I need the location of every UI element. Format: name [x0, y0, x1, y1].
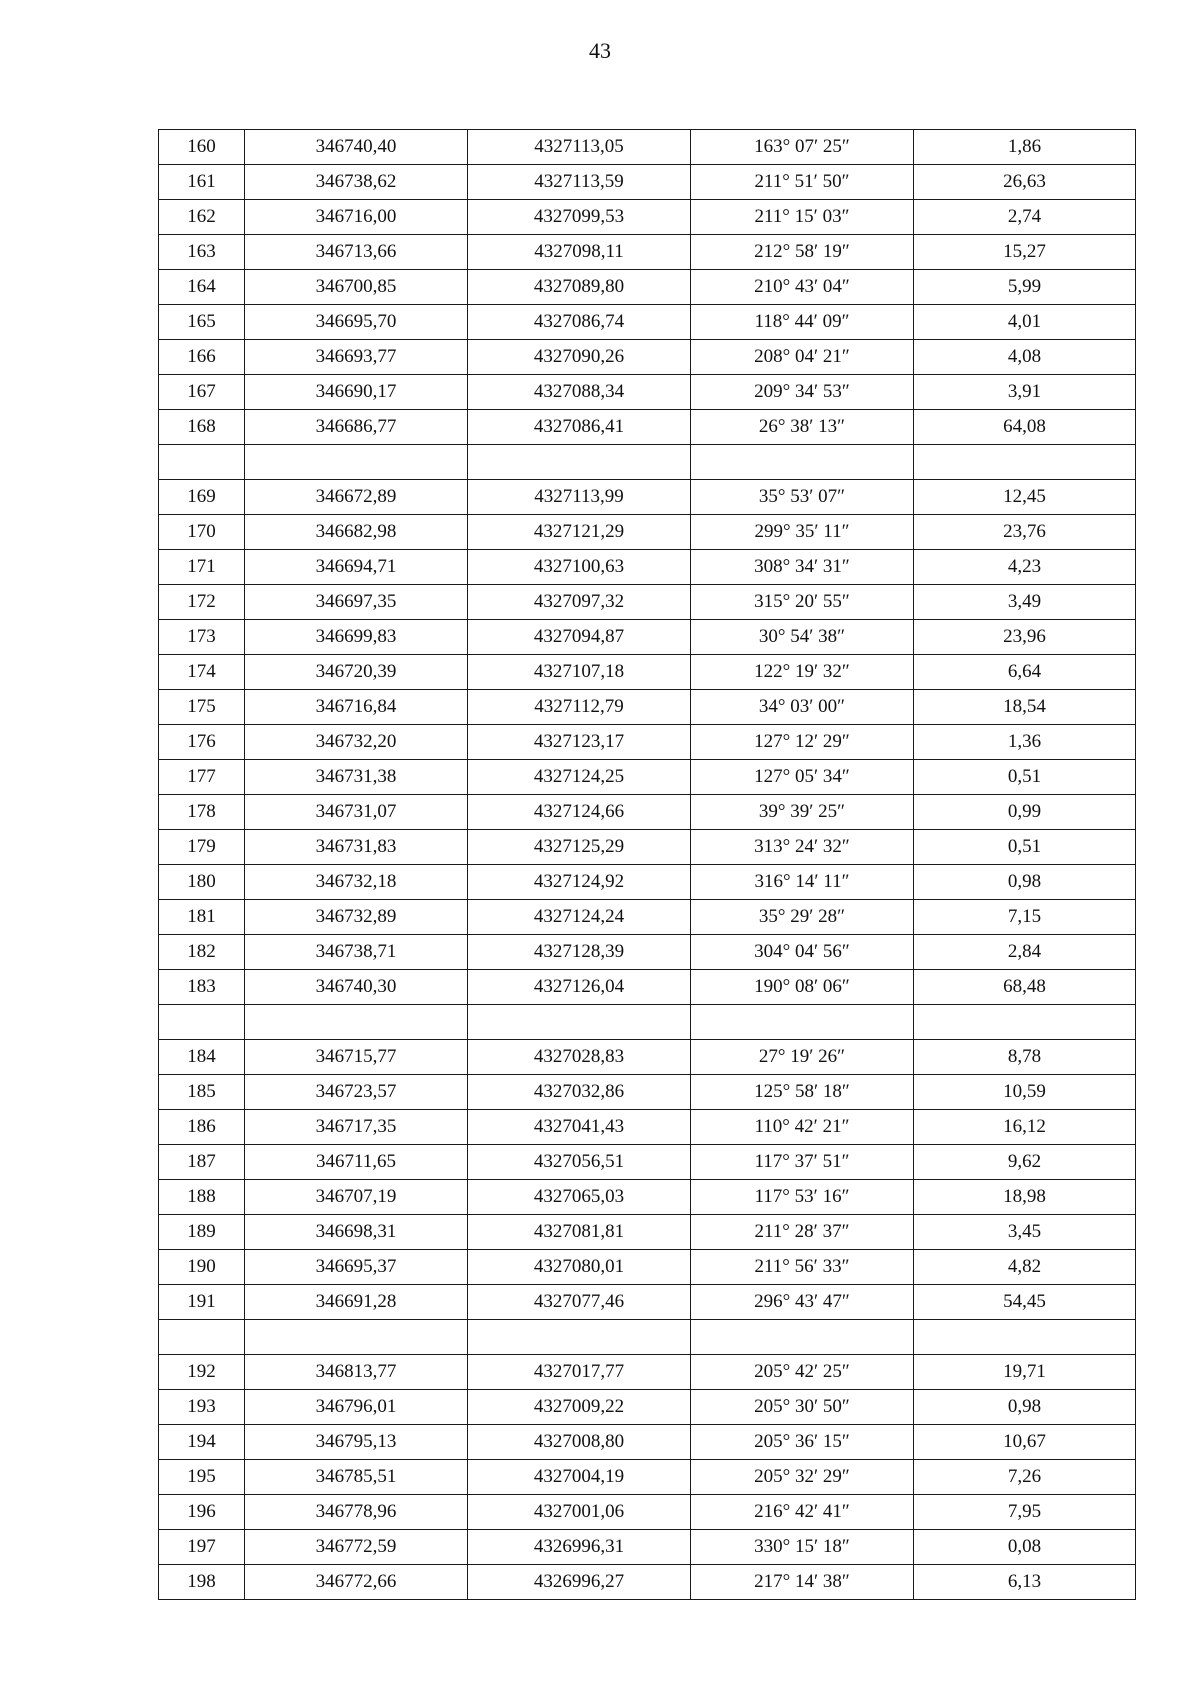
y-coordinate-cell: 4327124,25 — [468, 760, 691, 795]
distance-cell: 1,86 — [914, 130, 1136, 165]
direction-angle-cell: 117° 53′ 16″ — [691, 1180, 914, 1215]
distance-cell — [914, 445, 1136, 480]
table-row — [159, 830, 1136, 865]
point-number-cell: 183 — [159, 970, 245, 1005]
table-row — [159, 1145, 1136, 1180]
table-row — [159, 480, 1136, 515]
direction-angle-cell: 190° 08′ 06″ — [691, 970, 914, 1005]
table-row — [159, 1460, 1136, 1495]
point-number-cell: 197 — [159, 1530, 245, 1565]
distance-cell: 26,63 — [914, 165, 1136, 200]
point-number-cell: 161 — [159, 165, 245, 200]
x-coordinate-cell: 346720,39 — [245, 655, 468, 690]
separator-row — [159, 445, 1136, 480]
table-row — [159, 1110, 1136, 1145]
y-coordinate-cell: 4327121,29 — [468, 515, 691, 550]
y-coordinate-cell — [468, 445, 691, 480]
table-row — [159, 725, 1136, 760]
y-coordinate-cell: 4327094,87 — [468, 620, 691, 655]
point-number-cell: 184 — [159, 1040, 245, 1075]
point-number-cell: 186 — [159, 1110, 245, 1145]
distance-cell: 3,91 — [914, 375, 1136, 410]
distance-cell: 4,08 — [914, 340, 1136, 375]
y-coordinate-cell: 4327065,03 — [468, 1180, 691, 1215]
coordinates-table-body — [159, 130, 1136, 1600]
y-coordinate-cell: 4327113,59 — [468, 165, 691, 200]
distance-cell: 6,64 — [914, 655, 1136, 690]
x-coordinate-cell: 346772,66 — [245, 1565, 468, 1600]
y-coordinate-cell: 4327113,05 — [468, 130, 691, 165]
distance-cell: 2,84 — [914, 935, 1136, 970]
point-number-cell: 174 — [159, 655, 245, 690]
point-number-cell: 162 — [159, 200, 245, 235]
table-row — [159, 270, 1136, 305]
table-row — [159, 410, 1136, 445]
y-coordinate-cell: 4327086,74 — [468, 305, 691, 340]
point-number-cell: 160 — [159, 130, 245, 165]
distance-cell — [914, 1005, 1136, 1040]
distance-cell: 4,01 — [914, 305, 1136, 340]
x-coordinate-cell: 346713,66 — [245, 235, 468, 270]
table-row — [159, 550, 1136, 585]
direction-angle-cell: 211° 15′ 03″ — [691, 200, 914, 235]
point-number-cell: 176 — [159, 725, 245, 760]
x-coordinate-cell: 346690,17 — [245, 375, 468, 410]
x-coordinate-cell: 346732,18 — [245, 865, 468, 900]
y-coordinate-cell: 4327112,79 — [468, 690, 691, 725]
point-number-cell: 181 — [159, 900, 245, 935]
direction-angle-cell: 211° 28′ 37″ — [691, 1215, 914, 1250]
distance-cell: 18,98 — [914, 1180, 1136, 1215]
x-coordinate-cell: 346700,85 — [245, 270, 468, 305]
table-row — [159, 970, 1136, 1005]
x-coordinate-cell: 346711,65 — [245, 1145, 468, 1180]
x-coordinate-cell: 346697,35 — [245, 585, 468, 620]
x-coordinate-cell: 346813,77 — [245, 1355, 468, 1390]
point-number-cell: 185 — [159, 1075, 245, 1110]
table-row — [159, 130, 1136, 165]
point-number-cell — [159, 1005, 245, 1040]
direction-angle-cell: 308° 34′ 31″ — [691, 550, 914, 585]
point-number-cell: 164 — [159, 270, 245, 305]
y-coordinate-cell: 4327090,26 — [468, 340, 691, 375]
direction-angle-cell: 127° 12′ 29″ — [691, 725, 914, 760]
table-row — [159, 1075, 1136, 1110]
point-number-cell: 175 — [159, 690, 245, 725]
point-number-cell: 170 — [159, 515, 245, 550]
distance-cell: 3,49 — [914, 585, 1136, 620]
direction-angle-cell: 217° 14′ 38″ — [691, 1565, 914, 1600]
distance-cell: 10,67 — [914, 1425, 1136, 1460]
y-coordinate-cell: 4327032,86 — [468, 1075, 691, 1110]
x-coordinate-cell: 346686,77 — [245, 410, 468, 445]
direction-angle-cell: 205° 36′ 15″ — [691, 1425, 914, 1460]
y-coordinate-cell — [468, 1005, 691, 1040]
distance-cell: 7,95 — [914, 1495, 1136, 1530]
table-row — [159, 1250, 1136, 1285]
distance-cell: 23,76 — [914, 515, 1136, 550]
table-row — [159, 620, 1136, 655]
y-coordinate-cell: 4327017,77 — [468, 1355, 691, 1390]
table-row — [159, 200, 1136, 235]
table-row — [159, 375, 1136, 410]
direction-angle-cell: 304° 04′ 56″ — [691, 935, 914, 970]
table-row — [159, 340, 1136, 375]
x-coordinate-cell: 346723,57 — [245, 1075, 468, 1110]
distance-cell: 0,51 — [914, 760, 1136, 795]
point-number-cell: 163 — [159, 235, 245, 270]
x-coordinate-cell: 346699,83 — [245, 620, 468, 655]
x-coordinate-cell: 346731,83 — [245, 830, 468, 865]
table-row — [159, 165, 1136, 200]
point-number-cell: 182 — [159, 935, 245, 970]
x-coordinate-cell: 346716,84 — [245, 690, 468, 725]
distance-cell: 64,08 — [914, 410, 1136, 445]
point-number-cell: 169 — [159, 480, 245, 515]
x-coordinate-cell: 346732,20 — [245, 725, 468, 760]
y-coordinate-cell: 4327089,80 — [468, 270, 691, 305]
point-number-cell: 194 — [159, 1425, 245, 1460]
x-coordinate-cell: 346672,89 — [245, 480, 468, 515]
point-number-cell: 168 — [159, 410, 245, 445]
direction-angle-cell: 26° 38′ 13″ — [691, 410, 914, 445]
direction-angle-cell: 209° 34′ 53″ — [691, 375, 914, 410]
table-row — [159, 1565, 1136, 1600]
point-number-cell: 179 — [159, 830, 245, 865]
direction-angle-cell: 39° 39′ 25″ — [691, 795, 914, 830]
distance-cell: 6,13 — [914, 1565, 1136, 1600]
y-coordinate-cell: 4327125,29 — [468, 830, 691, 865]
table-row — [159, 1215, 1136, 1250]
table-row — [159, 1495, 1136, 1530]
x-coordinate-cell: 346778,96 — [245, 1495, 468, 1530]
table-row — [159, 585, 1136, 620]
y-coordinate-cell: 4327123,17 — [468, 725, 691, 760]
distance-cell: 16,12 — [914, 1110, 1136, 1145]
x-coordinate-cell: 346716,00 — [245, 200, 468, 235]
direction-angle-cell: 299° 35′ 11″ — [691, 515, 914, 550]
point-number-cell: 187 — [159, 1145, 245, 1180]
table-row — [159, 1285, 1136, 1320]
x-coordinate-cell: 346717,35 — [245, 1110, 468, 1145]
direction-angle-cell — [691, 1005, 914, 1040]
y-coordinate-cell: 4327041,43 — [468, 1110, 691, 1145]
y-coordinate-cell: 4327008,80 — [468, 1425, 691, 1460]
direction-angle-cell: 35° 29′ 28″ — [691, 900, 914, 935]
y-coordinate-cell: 4327099,53 — [468, 200, 691, 235]
distance-cell: 7,15 — [914, 900, 1136, 935]
x-coordinate-cell: 346732,89 — [245, 900, 468, 935]
direction-angle-cell: 316° 14′ 11″ — [691, 865, 914, 900]
distance-cell: 0,98 — [914, 1390, 1136, 1425]
y-coordinate-cell: 4327081,81 — [468, 1215, 691, 1250]
x-coordinate-cell: 346795,13 — [245, 1425, 468, 1460]
distance-cell: 4,23 — [914, 550, 1136, 585]
x-coordinate-cell: 346785,51 — [245, 1460, 468, 1495]
direction-angle-cell: 296° 43′ 47″ — [691, 1285, 914, 1320]
y-coordinate-cell: 4327128,39 — [468, 935, 691, 970]
distance-cell: 5,99 — [914, 270, 1136, 305]
direction-angle-cell: 216° 42′ 41″ — [691, 1495, 914, 1530]
point-number-cell: 177 — [159, 760, 245, 795]
direction-angle-cell: 122° 19′ 32″ — [691, 655, 914, 690]
y-coordinate-cell: 4327124,66 — [468, 795, 691, 830]
direction-angle-cell: 211° 51′ 50″ — [691, 165, 914, 200]
distance-cell: 23,96 — [914, 620, 1136, 655]
x-coordinate-cell: 346707,19 — [245, 1180, 468, 1215]
direction-angle-cell: 210° 43′ 04″ — [691, 270, 914, 305]
y-coordinate-cell: 4327077,46 — [468, 1285, 691, 1320]
direction-angle-cell: 27° 19′ 26″ — [691, 1040, 914, 1075]
x-coordinate-cell: 346731,07 — [245, 795, 468, 830]
x-coordinate-cell: 346695,37 — [245, 1250, 468, 1285]
x-coordinate-cell: 346738,62 — [245, 165, 468, 200]
direction-angle-cell: 313° 24′ 32″ — [691, 830, 914, 865]
direction-angle-cell: 330° 15′ 18″ — [691, 1530, 914, 1565]
direction-angle-cell: 118° 44′ 09″ — [691, 305, 914, 340]
y-coordinate-cell: 4327124,92 — [468, 865, 691, 900]
table-row — [159, 1530, 1136, 1565]
y-coordinate-cell: 4326996,31 — [468, 1530, 691, 1565]
y-coordinate-cell: 4327080,01 — [468, 1250, 691, 1285]
distance-cell: 0,08 — [914, 1530, 1136, 1565]
separator-row — [159, 1320, 1136, 1355]
y-coordinate-cell: 4327100,63 — [468, 550, 691, 585]
direction-angle-cell — [691, 1320, 914, 1355]
distance-cell: 0,99 — [914, 795, 1136, 830]
point-number-cell: 178 — [159, 795, 245, 830]
y-coordinate-cell: 4326996,27 — [468, 1565, 691, 1600]
direction-angle-cell: 315° 20′ 55″ — [691, 585, 914, 620]
x-coordinate-cell — [245, 1005, 468, 1040]
direction-angle-cell: 205° 42′ 25″ — [691, 1355, 914, 1390]
point-number-cell: 195 — [159, 1460, 245, 1495]
point-number-cell: 171 — [159, 550, 245, 585]
page-number: 43 — [589, 38, 611, 63]
distance-cell: 9,62 — [914, 1145, 1136, 1180]
x-coordinate-cell: 346740,40 — [245, 130, 468, 165]
direction-angle-cell: 125° 58′ 18″ — [691, 1075, 914, 1110]
x-coordinate-cell: 346731,38 — [245, 760, 468, 795]
point-number-cell: 198 — [159, 1565, 245, 1600]
direction-angle-cell: 205° 30′ 50″ — [691, 1390, 914, 1425]
point-number-cell — [159, 1320, 245, 1355]
point-number-cell: 172 — [159, 585, 245, 620]
x-coordinate-cell — [245, 1320, 468, 1355]
distance-cell: 18,54 — [914, 690, 1136, 725]
coordinates-table — [158, 129, 1136, 1600]
y-coordinate-cell: 4327097,32 — [468, 585, 691, 620]
distance-cell: 12,45 — [914, 480, 1136, 515]
table-row — [159, 1355, 1136, 1390]
point-number-cell: 173 — [159, 620, 245, 655]
point-number-cell: 188 — [159, 1180, 245, 1215]
distance-cell: 0,98 — [914, 865, 1136, 900]
table-row — [159, 865, 1136, 900]
distance-cell: 7,26 — [914, 1460, 1136, 1495]
x-coordinate-cell: 346715,77 — [245, 1040, 468, 1075]
y-coordinate-cell: 4327126,04 — [468, 970, 691, 1005]
table-row — [159, 690, 1136, 725]
distance-cell: 1,36 — [914, 725, 1136, 760]
x-coordinate-cell: 346694,71 — [245, 550, 468, 585]
point-number-cell: 193 — [159, 1390, 245, 1425]
table-row — [159, 1425, 1136, 1460]
table-row — [159, 515, 1136, 550]
y-coordinate-cell: 4327004,19 — [468, 1460, 691, 1495]
x-coordinate-cell: 346698,31 — [245, 1215, 468, 1250]
direction-angle-cell: 208° 04′ 21″ — [691, 340, 914, 375]
point-number-cell: 196 — [159, 1495, 245, 1530]
table-row — [159, 305, 1136, 340]
point-number-cell: 180 — [159, 865, 245, 900]
direction-angle-cell: 30° 54′ 38″ — [691, 620, 914, 655]
y-coordinate-cell: 4327088,34 — [468, 375, 691, 410]
direction-angle-cell: 127° 05′ 34″ — [691, 760, 914, 795]
distance-cell: 10,59 — [914, 1075, 1136, 1110]
direction-angle-cell: 212° 58′ 19″ — [691, 235, 914, 270]
table-row — [159, 795, 1136, 830]
y-coordinate-cell: 4327124,24 — [468, 900, 691, 935]
x-coordinate-cell: 346772,59 — [245, 1530, 468, 1565]
separator-row — [159, 1005, 1136, 1040]
x-coordinate-cell: 346738,71 — [245, 935, 468, 970]
point-number-cell: 165 — [159, 305, 245, 340]
table-row — [159, 1040, 1136, 1075]
distance-cell: 68,48 — [914, 970, 1136, 1005]
y-coordinate-cell: 4327113,99 — [468, 480, 691, 515]
y-coordinate-cell: 4327056,51 — [468, 1145, 691, 1180]
x-coordinate-cell: 346796,01 — [245, 1390, 468, 1425]
y-coordinate-cell: 4327001,06 — [468, 1495, 691, 1530]
x-coordinate-cell — [245, 445, 468, 480]
y-coordinate-cell: 4327009,22 — [468, 1390, 691, 1425]
point-number-cell — [159, 445, 245, 480]
x-coordinate-cell: 346693,77 — [245, 340, 468, 375]
direction-angle-cell — [691, 445, 914, 480]
distance-cell: 15,27 — [914, 235, 1136, 270]
distance-cell: 19,71 — [914, 1355, 1136, 1390]
point-number-cell: 166 — [159, 340, 245, 375]
table-row — [159, 235, 1136, 270]
x-coordinate-cell: 346691,28 — [245, 1285, 468, 1320]
direction-angle-cell: 110° 42′ 21″ — [691, 1110, 914, 1145]
y-coordinate-cell — [468, 1320, 691, 1355]
direction-angle-cell: 35° 53′ 07″ — [691, 480, 914, 515]
direction-angle-cell: 211° 56′ 33″ — [691, 1250, 914, 1285]
direction-angle-cell: 163° 07′ 25″ — [691, 130, 914, 165]
distance-cell: 2,74 — [914, 200, 1136, 235]
table-row — [159, 1180, 1136, 1215]
table-row — [159, 900, 1136, 935]
y-coordinate-cell: 4327028,83 — [468, 1040, 691, 1075]
point-number-cell: 167 — [159, 375, 245, 410]
distance-cell: 4,82 — [914, 1250, 1136, 1285]
table-row — [159, 655, 1136, 690]
x-coordinate-cell: 346682,98 — [245, 515, 468, 550]
direction-angle-cell: 117° 37′ 51″ — [691, 1145, 914, 1180]
x-coordinate-cell: 346740,30 — [245, 970, 468, 1005]
y-coordinate-cell: 4327086,41 — [468, 410, 691, 445]
distance-cell: 54,45 — [914, 1285, 1136, 1320]
y-coordinate-cell: 4327098,11 — [468, 235, 691, 270]
distance-cell: 3,45 — [914, 1215, 1136, 1250]
point-number-cell: 190 — [159, 1250, 245, 1285]
distance-cell — [914, 1320, 1136, 1355]
point-number-cell: 191 — [159, 1285, 245, 1320]
y-coordinate-cell: 4327107,18 — [468, 655, 691, 690]
table-row — [159, 935, 1136, 970]
direction-angle-cell: 205° 32′ 29″ — [691, 1460, 914, 1495]
distance-cell: 8,78 — [914, 1040, 1136, 1075]
table-row — [159, 760, 1136, 795]
distance-cell: 0,51 — [914, 830, 1136, 865]
direction-angle-cell: 34° 03′ 00″ — [691, 690, 914, 725]
table-row — [159, 1390, 1136, 1425]
point-number-cell: 189 — [159, 1215, 245, 1250]
point-number-cell: 192 — [159, 1355, 245, 1390]
x-coordinate-cell: 346695,70 — [245, 305, 468, 340]
